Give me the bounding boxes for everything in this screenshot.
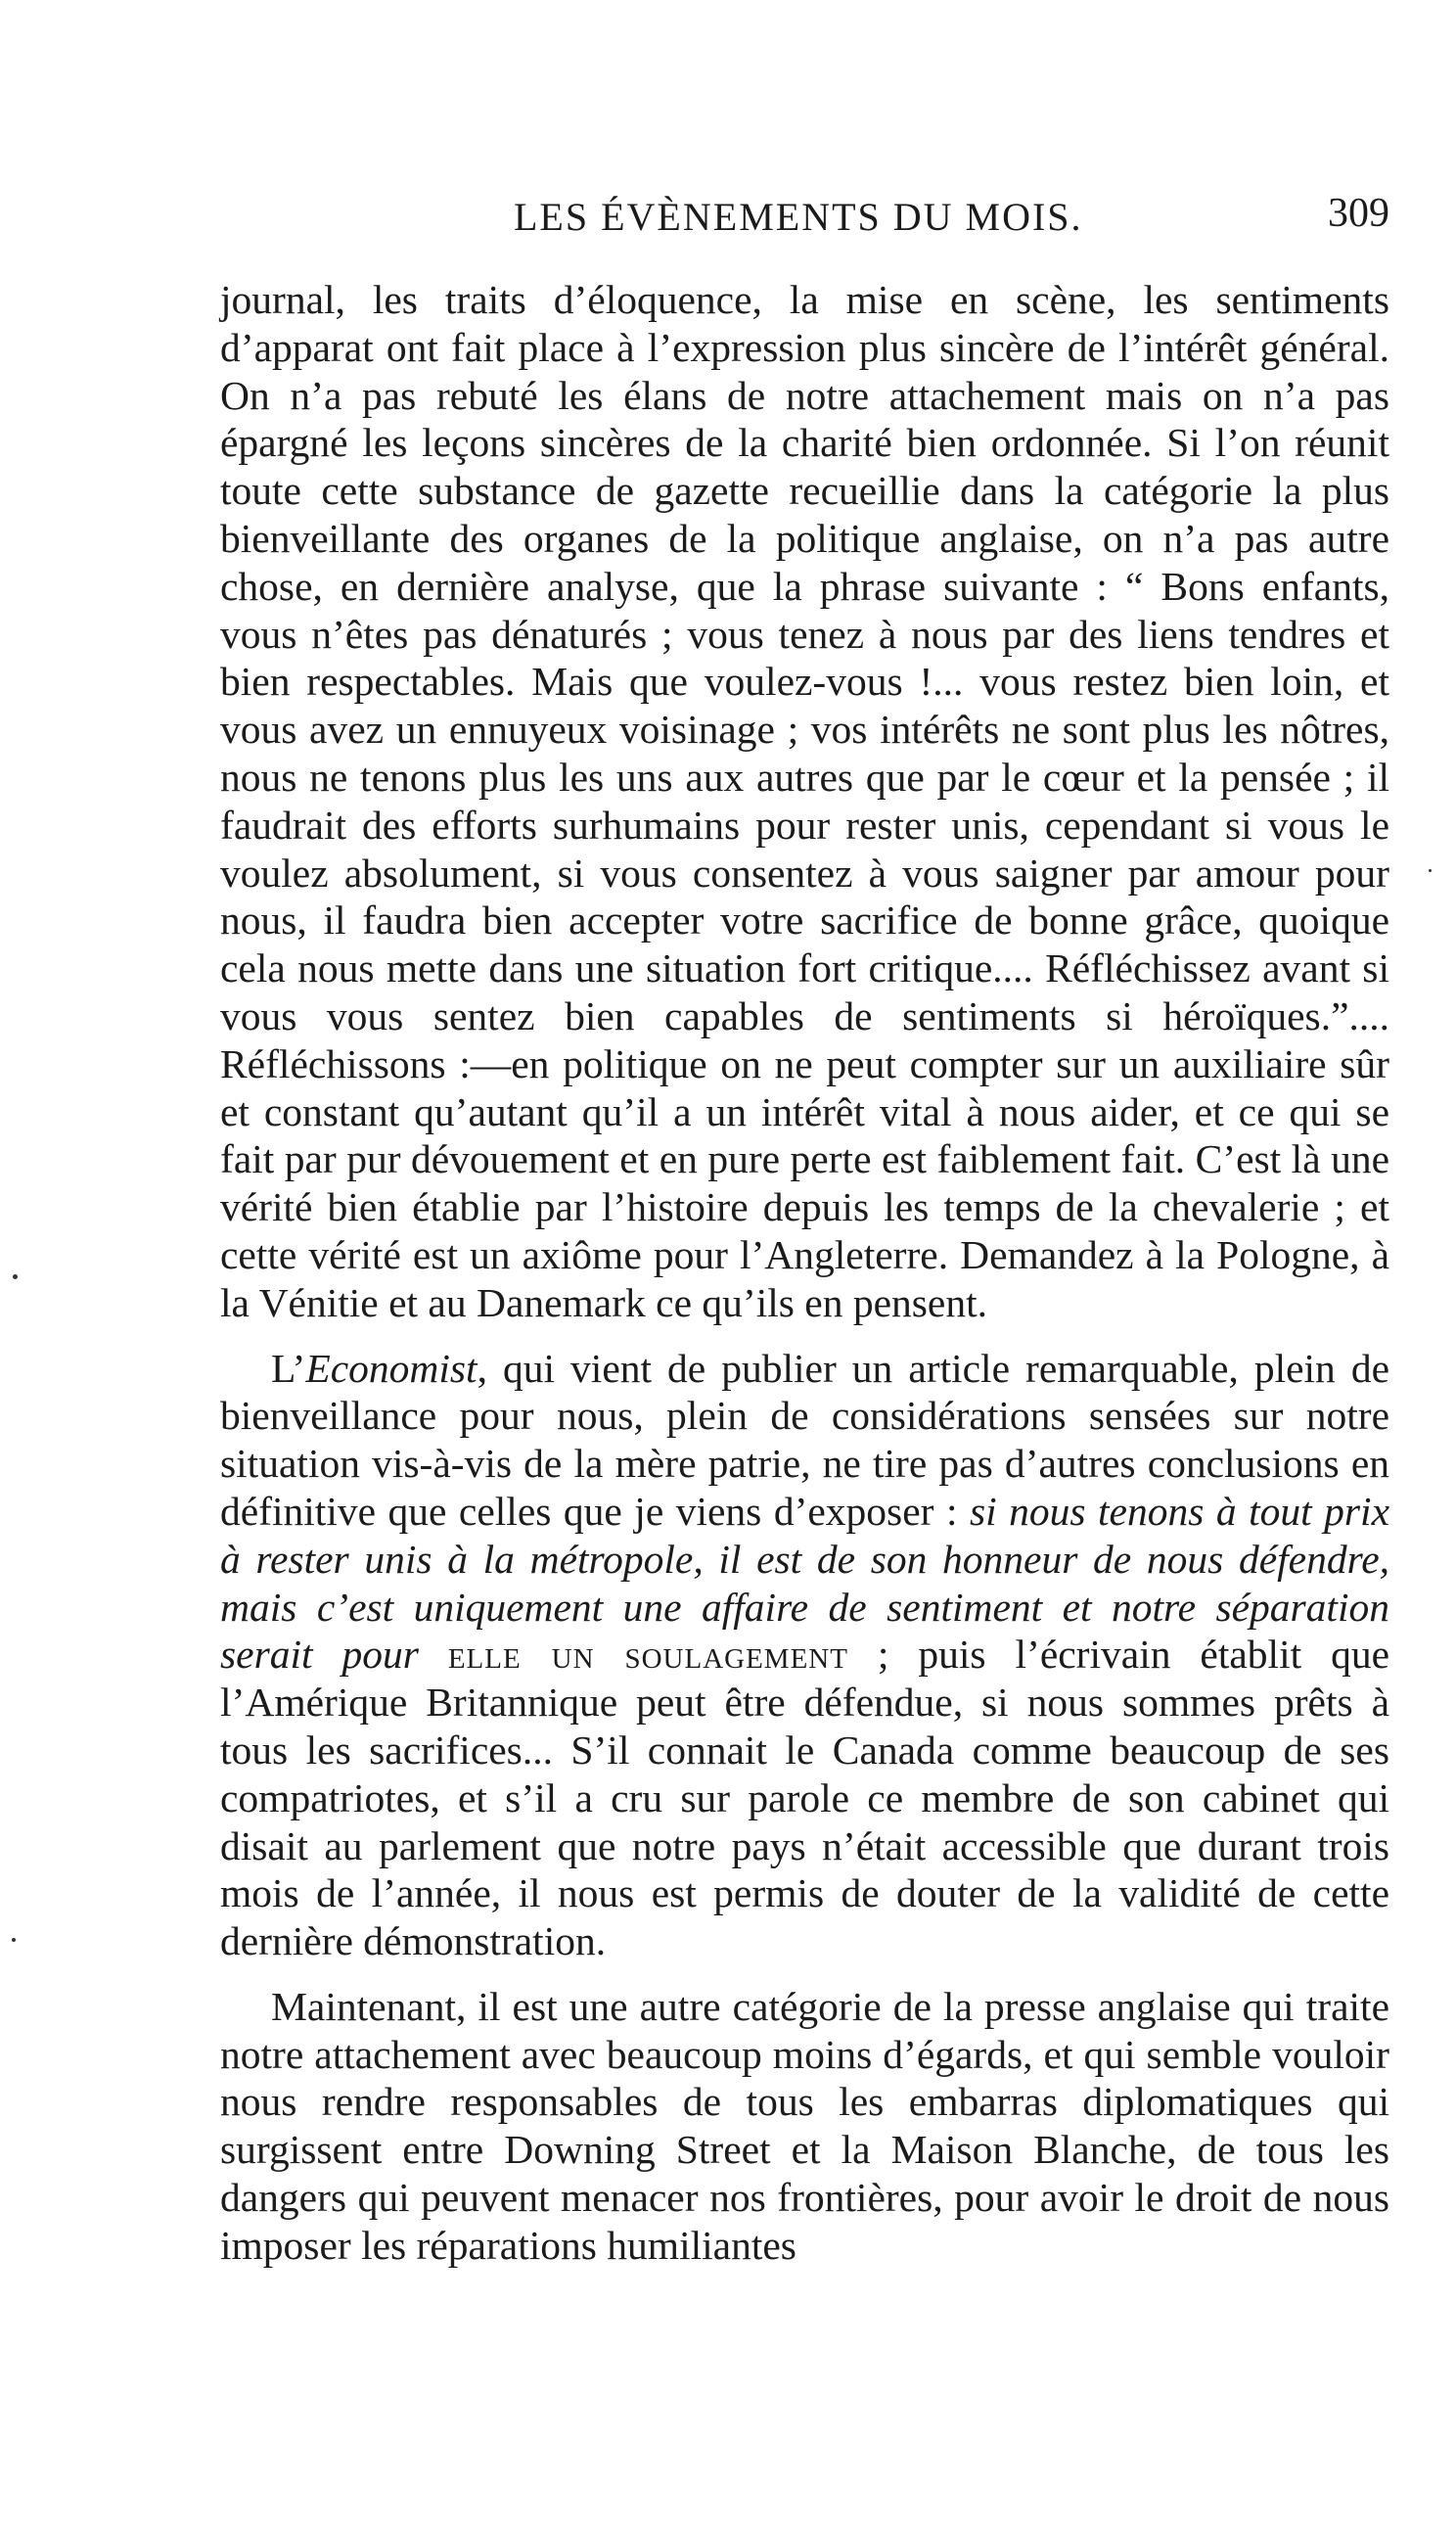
paragraph-2-lead: L’ [271, 1345, 306, 1391]
italic-quote: si nous tenons à tout prix à rester unis à la métropole, il est de son honneur de nous défendre, mais c’est uniquement une affaire de sentiment et notre séparation serait pour [220, 1488, 1390, 1678]
paragraph-3: Maintenant, il est une autre catégorie de la presse anglaise qui traite notre attachement avec beaucoup moins d’égards, et qui semble vouloir nous rendre responsables de tous les embarras diplomatiques qui surgissent entre Downing Street et la Maison Blanche, de tous les dangers qui peuvent menacer nos frontières, pour avoir le droit de nous imposer les réparations humiliantes [220, 1983, 1389, 2268]
running-head [220, 191, 1389, 253]
print-speck [12, 1938, 16, 1942]
paragraph-2-text-a: , qui vient de publier un article remarquable, plein de bienveillance pour nous, plein de considérations sensées sur notre situation vis-à-vis de la mère patrie, ne tire pas d’autres conclusions en définitive que celles que je viens d’exposer : [220, 1345, 1389, 1534]
paragraph-2-text-b: ; puis l’écrivain établit que l’Amérique Britannique peut être défendue, si nous sommes prêts à tous les sacrifices... S’il connait le Canada comme beaucoup de ses compatriotes, et s’il a cru sur parole ce membre de son cabinet qui disait au parlement que notre pays n’était accessible que durant trois mois de l’année, il nous est permis de douter de la validité de cette dernière démonstration. [220, 1632, 1390, 1964]
running-title: LES ÉVÈNEMENTS DU MOIS. [514, 195, 1083, 239]
page-number: 309 [1328, 191, 1389, 236]
body-text [220, 276, 1389, 2270]
paragraph-2 [220, 1345, 1389, 1965]
print-speck [13, 1274, 18, 1279]
journal-name: Economist [305, 1345, 478, 1391]
smallcaps-phrase: elle un soulagement [447, 1632, 848, 1678]
paragraph-1: journal, les traits d’éloquence, la mise en scène, les sentiments d’apparat ont fait place à l’expression plus sincère de l’intérêt général. On n’a pas rebuté les élans de notre attachement mais on n’a pas épargné les leçons sincères de la charité bien ordonnée. Si l’on réunit toute cette substance de gazette recueillie dans la catégorie la plus bienveillante des organes de la politique anglaise, on n’a pas autre chose, en dernière analyse, que la phrase suivante : “ Bons enfants, vous n’êtes pas dénaturés ; vous tenez à nous par des liens tendres et bien respectables. Mais que voulez-vous !... vous restez bien loin, et vous avez un ennuyeux voisinage ; vos intérêts ne sont plus les nôtres, nous ne tenons plus les uns aux autres que par le cœur et la pensée ; il faudrait des efforts surhumains pour rester unis, cependant si vous le voulez absolument, si vous consentez à vous saigner par amour pour nous, il faudra bien accepter votre sacrifice de bonne grâce, quoique cela nous mette dans une situation fort critique.... Réfléchissez avant si vous vous sentez bien capables de sentiments si héroïques.”.... Réfléchissons :—en politique on ne peut compter sur un auxiliaire sûr et constant qu’autant qu’il a un intérêt vital à nous aider, et ce qui se fait par pur dévouement et en pure perte est faiblement fait. C’est là une vérité bien établie par l’histoire depuis les temps de la chevalerie ; et cette vérité est un axiôme pour l’Angleterre. Demandez à la Pologne, à la Vénitie et au Danemark ce qu’ils en pensent. [220, 277, 1389, 1325]
print-speck [1429, 869, 1432, 872]
